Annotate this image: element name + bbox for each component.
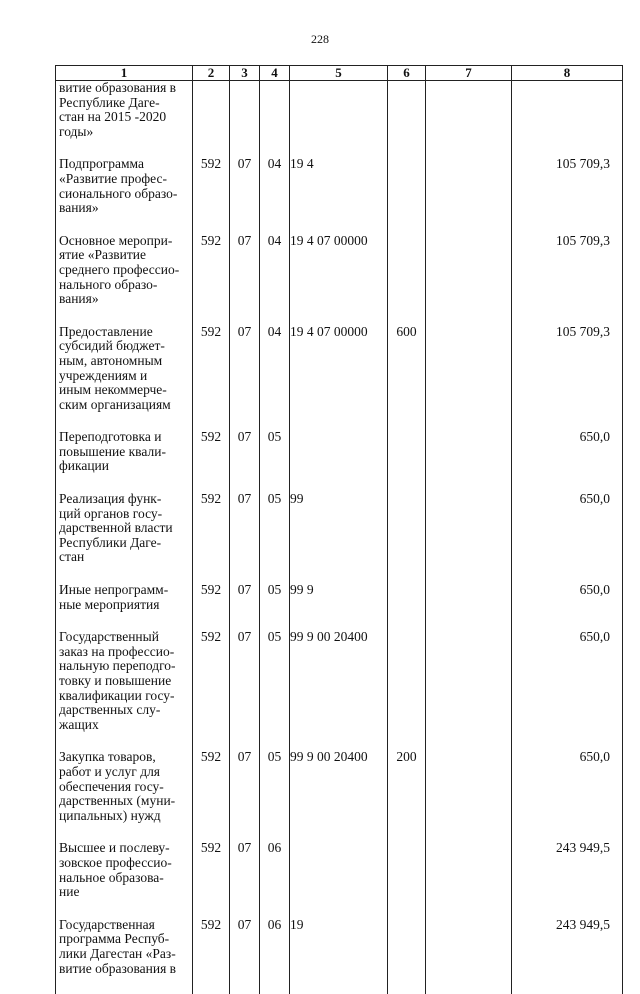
row-name-cell: Государственная программа Респуб- лики Дагестан «Раз- витие образования в [56, 918, 193, 994]
column-header: 8 [512, 66, 623, 81]
cell-target-article: 19 4 07 00000 [290, 325, 388, 431]
table-row [56, 630, 623, 750]
cell-amount: 105 709,3 [512, 234, 623, 325]
cell-subsection-code: 06 [260, 918, 290, 994]
column-header: 2 [193, 66, 230, 81]
cell-amount: 650,0 [512, 583, 623, 630]
cell-target-article: 99 9 [290, 583, 388, 630]
cell-target-article: 99 [290, 492, 388, 583]
cell-section-code: 07 [230, 918, 260, 994]
cell-ministry-code [193, 81, 230, 158]
cell-column-7 [426, 81, 512, 158]
cell-section-code: 07 [230, 841, 260, 917]
row-name-cell: Высшее и послеву- зовское профессио- нальное образова- ние [56, 841, 193, 917]
cell-column-7 [426, 918, 512, 994]
cell-expense-type [388, 918, 426, 994]
column-header: 4 [260, 66, 290, 81]
cell-ministry-code: 592 [193, 750, 230, 841]
row-name-cell: Подпрограмма «Развитие профес- сионального образо- вания» [56, 157, 193, 233]
cell-expense-type [388, 234, 426, 325]
table-row [56, 234, 623, 325]
cell-target-article [290, 430, 388, 492]
row-name-cell: Иные непрограмм- ные мероприятия [56, 583, 193, 630]
table-row [56, 157, 623, 233]
cell-amount: 650,0 [512, 430, 623, 492]
cell-subsection-code: 05 [260, 750, 290, 841]
cell-column-7 [426, 583, 512, 630]
cell-target-article: 19 4 07 00000 [290, 234, 388, 325]
cell-ministry-code: 592 [193, 430, 230, 492]
cell-column-7 [426, 492, 512, 583]
cell-column-7 [426, 325, 512, 431]
cell-expense-type: 200 [388, 750, 426, 841]
cell-section-code: 07 [230, 630, 260, 750]
table-row [56, 430, 623, 492]
cell-target-article: 99 9 00 20400 [290, 630, 388, 750]
cell-target-article: 19 4 [290, 157, 388, 233]
cell-target-article [290, 81, 388, 158]
row-name-cell: Государственный заказ на профессио- нальную переподго- товку и повышение квалификации госу- дарственных слу- жащих [56, 630, 193, 750]
cell-subsection-code: 05 [260, 492, 290, 583]
cell-column-7 [426, 841, 512, 917]
cell-ministry-code: 592 [193, 325, 230, 431]
cell-subsection-code: 06 [260, 841, 290, 917]
cell-subsection-code: 04 [260, 325, 290, 431]
row-name-cell: Предоставление субсидий бюджет- ным, автономным учреждениям и иным некоммерче- ским организациям [56, 325, 193, 431]
cell-subsection-code: 04 [260, 234, 290, 325]
cell-section-code: 07 [230, 325, 260, 431]
cell-section-code [230, 81, 260, 158]
cell-section-code: 07 [230, 430, 260, 492]
row-name-cell: Переподготовка и повышение квали- фикации [56, 430, 193, 492]
cell-amount: 105 709,3 [512, 325, 623, 431]
table-row [56, 750, 623, 841]
cell-ministry-code: 592 [193, 234, 230, 325]
cell-expense-type [388, 81, 426, 158]
cell-subsection-code: 05 [260, 583, 290, 630]
cell-target-article: 99 9 00 20400 [290, 750, 388, 841]
table-row [56, 583, 623, 630]
column-header: 6 [388, 66, 426, 81]
cell-amount: 650,0 [512, 492, 623, 583]
page-number: 228 [0, 32, 640, 47]
cell-subsection-code: 04 [260, 157, 290, 233]
cell-ministry-code: 592 [193, 583, 230, 630]
row-name-cell: витие образования в Республике Даге- стан на 2015 -2020 годы» [56, 81, 193, 158]
table-row [56, 918, 623, 994]
column-header: 7 [426, 66, 512, 81]
cell-amount: 650,0 [512, 630, 623, 750]
cell-amount: 105 709,3 [512, 157, 623, 233]
table-body [56, 81, 623, 994]
column-header: 3 [230, 66, 260, 81]
cell-expense-type [388, 157, 426, 233]
column-header: 1 [56, 66, 193, 81]
cell-section-code: 07 [230, 157, 260, 233]
cell-amount: 650,0 [512, 750, 623, 841]
table-row [56, 492, 623, 583]
cell-section-code: 07 [230, 234, 260, 325]
cell-subsection-code [260, 81, 290, 158]
cell-ministry-code: 592 [193, 492, 230, 583]
cell-ministry-code: 592 [193, 630, 230, 750]
cell-column-7 [426, 430, 512, 492]
cell-column-7 [426, 750, 512, 841]
cell-ministry-code: 592 [193, 918, 230, 994]
table-row [56, 325, 623, 431]
cell-column-7 [426, 157, 512, 233]
cell-amount: 243 949,5 [512, 841, 623, 917]
cell-expense-type [388, 583, 426, 630]
cell-ministry-code: 592 [193, 157, 230, 233]
cell-section-code: 07 [230, 492, 260, 583]
cell-column-7 [426, 234, 512, 325]
cell-ministry-code: 592 [193, 841, 230, 917]
budget-table-container [55, 65, 622, 850]
cell-target-article: 19 [290, 918, 388, 994]
table-header-row [56, 66, 623, 81]
cell-section-code: 07 [230, 583, 260, 630]
table-row [56, 841, 623, 917]
cell-subsection-code: 05 [260, 430, 290, 492]
cell-expense-type [388, 630, 426, 750]
cell-expense-type [388, 430, 426, 492]
cell-column-7 [426, 630, 512, 750]
row-name-cell: Основное меропри- ятие «Развитие среднего профессио- нального образо- вания» [56, 234, 193, 325]
table-row [56, 81, 623, 158]
column-header: 5 [290, 66, 388, 81]
cell-target-article [290, 841, 388, 917]
budget-table [55, 65, 623, 994]
cell-section-code: 07 [230, 750, 260, 841]
row-name-cell: Реализация функ- ций органов госу- дарственной власти Республики Даге- стан [56, 492, 193, 583]
cell-amount [512, 81, 623, 158]
cell-expense-type [388, 841, 426, 917]
cell-subsection-code: 05 [260, 630, 290, 750]
cell-expense-type [388, 492, 426, 583]
cell-amount: 243 949,5 [512, 918, 623, 994]
cell-expense-type: 600 [388, 325, 426, 431]
row-name-cell: Закупка товаров, работ и услуг для обеспечения госу- дарственных (муни- ципальных) нужд [56, 750, 193, 841]
